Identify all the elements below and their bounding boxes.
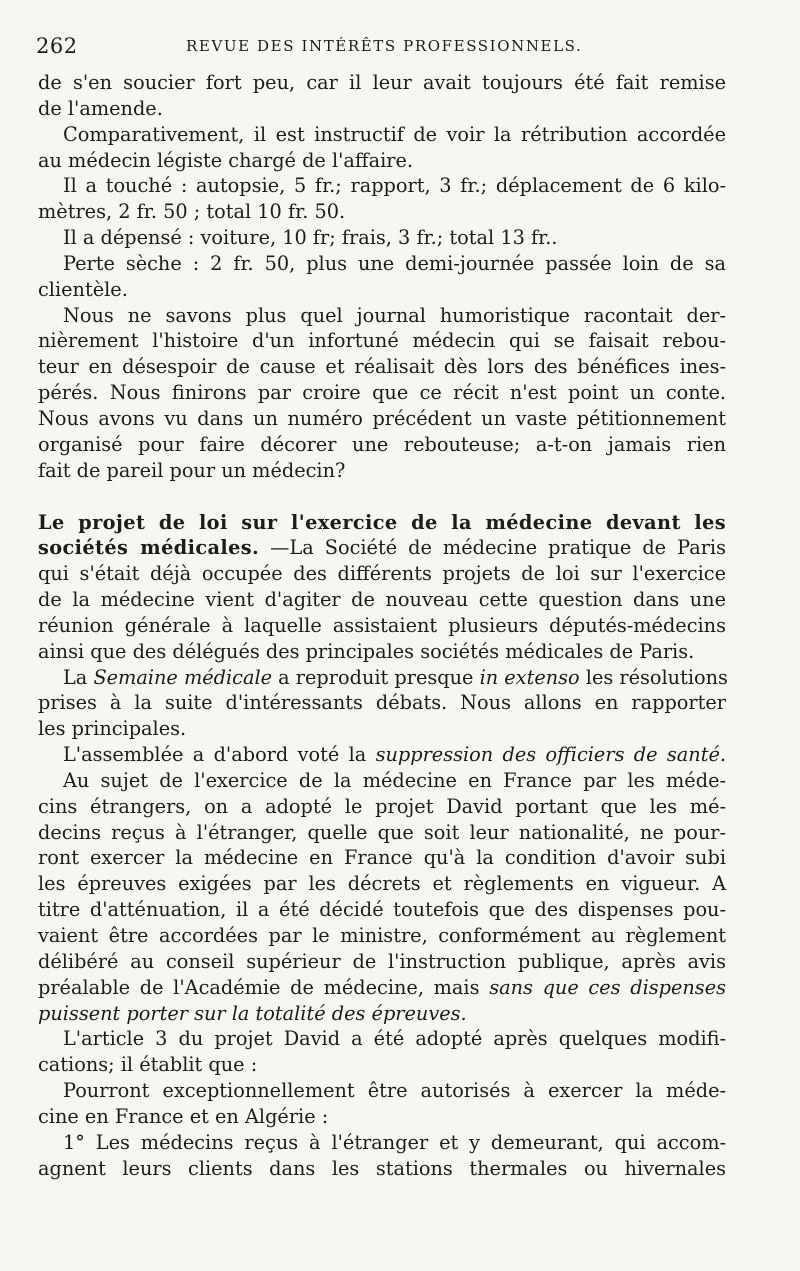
- text-line: L'article 3 du projet David a été adopté après quelques modifi-: [63, 1027, 726, 1051]
- text-line: [38, 535, 726, 561]
- text-line: decins reçus à l'étranger, quelle que soit leur nationalité, ne pour-: [38, 820, 726, 844]
- text-line: qui s'était déjà occupée des différents projets de loi sur l'exercice: [38, 562, 726, 586]
- text-line: les principales.: [38, 717, 187, 741]
- text-line: Il a touché : autopsie, 5 fr.; rapport, 3 fr.; déplacement de 6 kilo-: [63, 174, 726, 198]
- text-line: prises à la suite d'intéressants débats. Nous allons en rapporter: [38, 691, 726, 715]
- text-line: teur en désespoir de cause et réalisait dès lors des bénéfices ines-: [38, 355, 726, 379]
- italic-phrase: sans que ces dispenses: [489, 975, 726, 999]
- page-number: 262: [36, 34, 78, 58]
- text-line: cations; il établit que :: [38, 1053, 258, 1077]
- text-line: fait de pareil pour un médecin?: [38, 458, 346, 482]
- text-line: délibéré au conseil supérieur de l'instruction publique, après avis: [38, 949, 726, 973]
- text-line: Nous avons vu dans un numéro précédent un vaste pétitionnement: [38, 406, 726, 430]
- text-line: de l'amende.: [38, 96, 163, 120]
- text-line: réunion générale à laquelle assistaient plusieurs députés-médecins: [38, 613, 726, 637]
- text-line: Pourront exceptionnellement être autorisés à exercer la méde-: [63, 1079, 726, 1103]
- section-heading-end: sociétés médicales.: [38, 536, 260, 560]
- section-spacer: [38, 484, 726, 510]
- text-fragment: a reproduit presque: [272, 665, 480, 689]
- text-line: [38, 1001, 726, 1027]
- italic-phrase: suppression des officiers de santé.: [375, 743, 726, 767]
- text-line: cine en France et en Algérie :: [38, 1104, 329, 1128]
- text-line: vaient être accordées par le ministre, conformément au règlement: [38, 924, 726, 947]
- italic-title: Semaine médicale: [93, 665, 273, 689]
- italic-phrase: in extenso: [479, 665, 580, 689]
- text-line: nièrement l'histoire d'un infortuné médecin qui se faisait rebou-: [38, 329, 726, 353]
- section-heading: Le projet de loi sur l'exercice de la médecine devant les: [38, 510, 726, 534]
- text-line: Comparativement, il est instructif de voir la rétribution accordée: [63, 122, 726, 146]
- text-line: organisé pour faire décorer une rebouteuse; a-t-on jamais rien: [38, 432, 726, 456]
- text-line: Il a dépensé : voiture, 10 fr; frais, 3 fr.; total 13 fr..: [63, 226, 558, 250]
- text-fragment: L'assemblée a d'abord voté la: [63, 743, 376, 767]
- text-fragment: les résolutions: [579, 665, 728, 689]
- text-line: de la médecine vient d'agiter de nouveau cette question dans une: [38, 588, 726, 612]
- text-fragment: préalable de l'Académie de médecine, mais: [38, 975, 490, 999]
- text-line: clientèle.: [38, 277, 128, 301]
- text-line: pérés. Nous finirons par croire que ce récit n'est point un conte.: [38, 381, 726, 405]
- text-line: cins étrangers, on a adopté le projet David portant que les mé-: [38, 794, 726, 818]
- body-text: [38, 70, 726, 1181]
- text-line: agnent leurs clients dans les stations thermales ou hivernales: [38, 1156, 726, 1180]
- running-head: REVUE DES INTÉRÊTS PROFESSIONNELS.: [186, 37, 583, 55]
- text-line: 1° Les médecins reçus à l'étranger et y demeurant, qui accom-: [63, 1130, 726, 1154]
- italic-phrase: puissent porter sur la totalité des épreuves.: [38, 1001, 467, 1025]
- text-fragment: —La Société de médecine pratique de Paris: [259, 536, 726, 560]
- text-line: Nous ne savons plus quel journal humoristique racontait der-: [63, 303, 726, 327]
- text-line: mètres, 2 fr. 50 ; total 10 fr. 50.: [38, 200, 346, 224]
- text-line: ainsi que des délégués des principales sociétés médicales de Paris.: [38, 639, 695, 663]
- text-line: [38, 975, 726, 1001]
- text-line: au médecin légiste chargé de l'affaire.: [38, 148, 414, 172]
- page-header: [36, 34, 726, 60]
- text-line: les épreuves exigées par les décrets et règlements en vigueur. A: [38, 872, 726, 896]
- text-line: [38, 665, 726, 691]
- text-line: Au sujet de l'exercice de la médecine en France par les méde-: [63, 768, 726, 792]
- text-line: Perte sèche : 2 fr. 50, plus une demi-journée passée loin de sa: [63, 251, 726, 275]
- text-line: ront exercer la médecine en France qu'à la condition d'avoir subi: [38, 846, 726, 870]
- text-fragment: La: [63, 665, 94, 689]
- text-line: [38, 742, 726, 768]
- text-line: de s'en soucier fort peu, car il leur avait toujours été fait remise: [38, 71, 726, 94]
- text-line: titre d'atténuation, il a été décidé toutefois que des dispenses pou-: [38, 898, 726, 922]
